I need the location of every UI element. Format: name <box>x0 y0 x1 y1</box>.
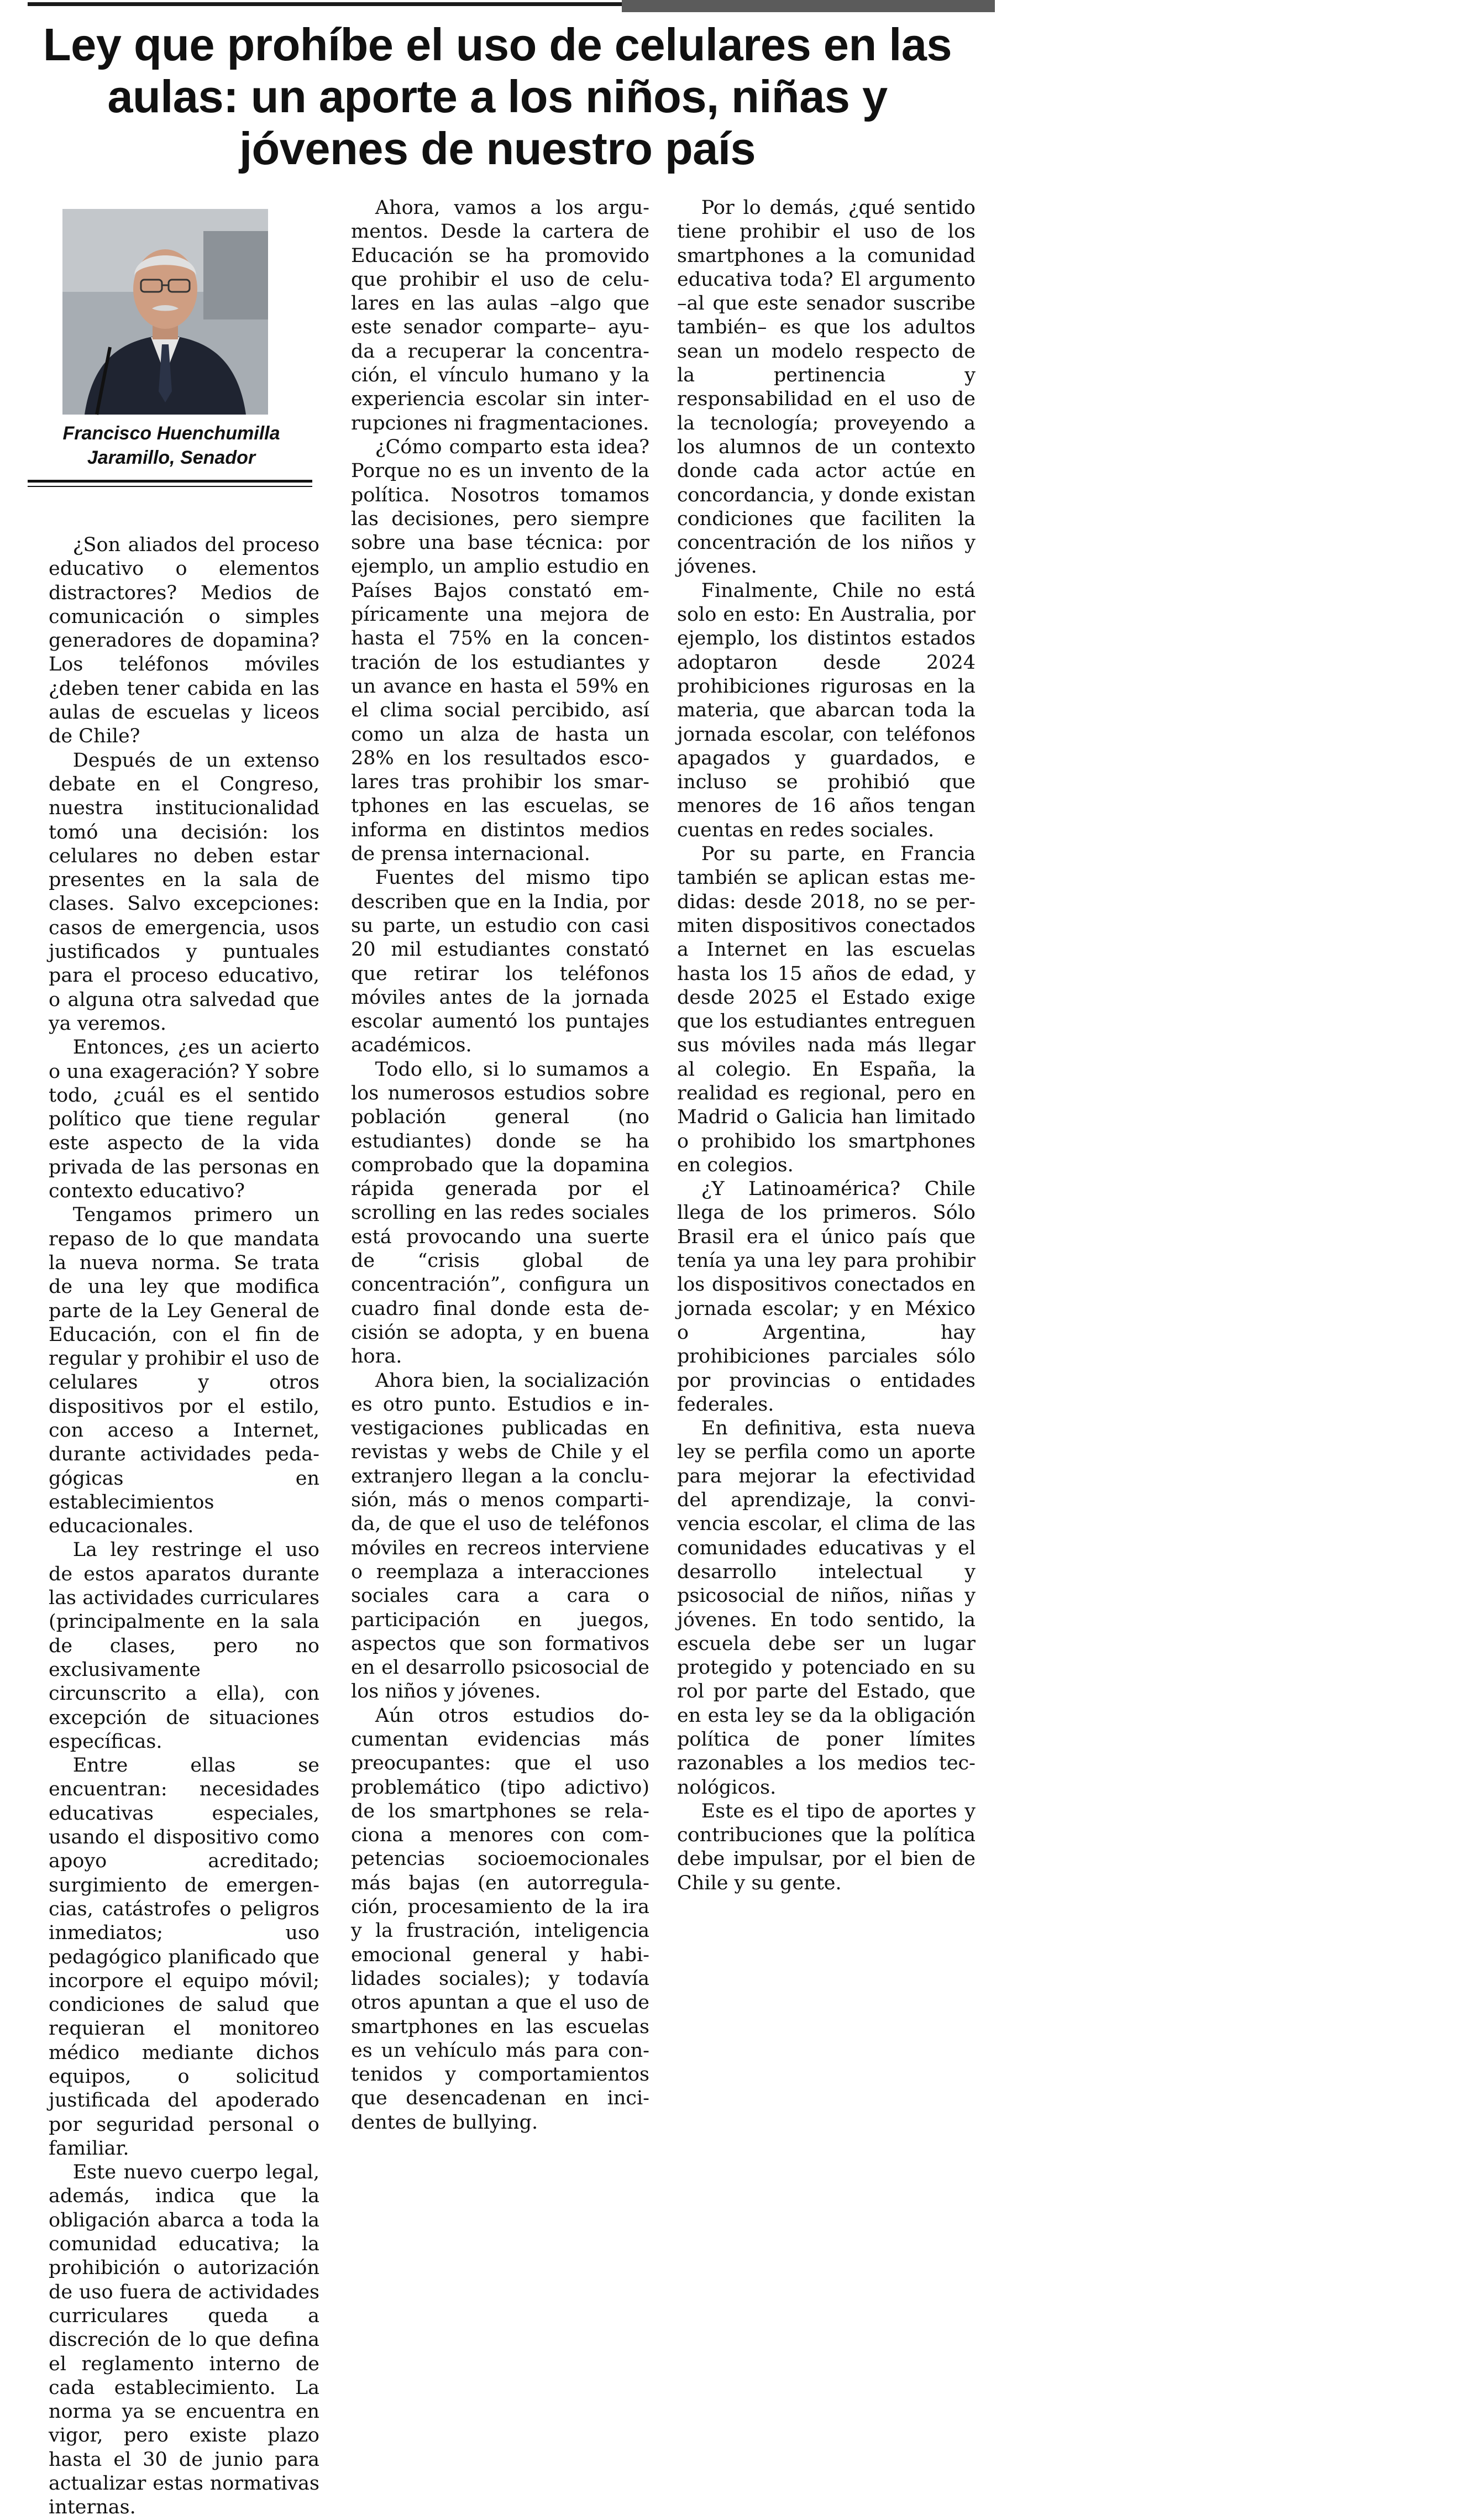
paragraph: ¿Son aliados del proceso educativo o elementos distractores? Medios de comunicación o simples generadores de dopamina? Los teléfonos móviles ¿deben tener cabida en las aulas de escuelas y liceos de Chile? <box>49 534 319 748</box>
paragraph: Ahora bien, la socialización es otro punto. Estudios e investigaciones publicadas en revistas y webs de Chile y el extranjero llegan a la conclusión, más o menos compartida, de que el uso de teléfonos móviles en recreos interviene o reemplaza a interacciones sociales cara a cara o participación en juegos, aspectos que son formativos en el desarrollo psicosocial de los niños y jóvenes. <box>351 1369 649 1703</box>
paragraph: ¿Y Latinoamérica? Chile llega de los primeros. Sólo Brasil era el único país que tenía ya una ley para prohibir los dispositivos conectados en jornada escolar; y en México o Argentina, hay prohibiciones parciales sólo por provincias o entidades federales. <box>677 1178 976 1416</box>
author-caption: Francisco Huenchumilla Jaramillo, Senador <box>62 423 280 468</box>
paragraph: Fuentes del mismo tipo describen que en la India, por su parte, un estudio con casi 20 mil estudiantes constató que retirar los teléfonos móviles antes de la jornada escolar aumentó los puntajes académicos. <box>351 867 649 1057</box>
paragraph: La ley restringe el uso de estos aparatos durante las actividades curriculares (principalmente en la sala de clases, pero no exclusivamente circunscrito a ella), con excepción de situaciones específicas. <box>49 1539 319 1753</box>
paragraph: Por lo demás, ¿qué sentido tiene prohibir el uso de los smartphones a la comunidad educativa toda? El argumento –al que este senador suscribe también– es que los adultos sean un modelo respecto de la pertinencia y responsabilidad en el uso de la tecnología; proveyendo a los alumnos de un contexto donde cada actor actúe en concordancia, y donde existan condiciones que faciliten la concentración de los niños y jóvenes. <box>677 197 976 578</box>
paragraph: En definitiva, esta nueva ley se perfila como un aporte para mejorar la efectividad del aprendizaje, la convivencia escolar, el clima de las comunidades educativas y el desarrollo intelectual y psicosocial de niños, niñas y jóvenes. En todo sentido, la escuela debe ser un lugar protegido y potenciado en su rol por parte del Estado, que en esta ley se da la obligación política de poner límites razonables a los medios tecnológicos. <box>677 1417 976 1799</box>
column-1 <box>49 533 319 2520</box>
paragraph: Por su parte, en Francia también se aplican estas medidas: desde 2018, no se permiten dispositivos conectados a Internet en las escuelas hasta los 15 años de edad, y desde 2025 el Estado exige que los estudiantes entreguen sus móviles nada más llegar al colegio. En España, la realidad es regional, pero en Madrid o Galicia han limitado o prohibido los smartphones en colegios. <box>677 843 976 1176</box>
emblem-icon: ✿ <box>1443 0 1452 12</box>
paragraph: Este nuevo cuerpo legal, además, indica que la obligación abarca a toda la comunidad educativa; la prohibición o autorización de uso fuera de actividades curriculares queda a discreción de lo que defina el reglamento interno de cada establecimiento. La norma ya se encuentra en vigor, pero existe plazo hasta el 30 de junio para actualizar estas normativas internas. <box>49 2161 319 2519</box>
paragraph: ¿Cómo comparto esta idea? Porque no es un invento de la política. Nosotros tomamos las decisiones, pero siempre sobre una base técnica: por ejemplo, un amplio estudio en Países Bajos constató empíricamente una mejora de hasta el 75% en la concentración de los estudiantes y un avance en hasta el 59% en el clima social percibido, así como un alza de hasta un 28% en los resultados escolares tras prohibir los smartphones en las escuelas, se informa en distintos medios de prensa internacional. <box>351 436 649 866</box>
paragraph: Entonces, ¿es un acierto o una exageración? Y sobre todo, ¿cuál es el sentido político que tiene regular este aspecto de la vida privada de las personas en contexto educativo? <box>49 1036 319 1203</box>
author-portrait <box>62 209 268 415</box>
column-3 <box>677 196 976 1895</box>
caption-rule-thick <box>28 480 312 483</box>
paragraph: Ahora, vamos a los argumentos. Desde la cartera de Educación se ha promovido que prohibir el uso de celulares en las aulas –algo que este senador comparte– ayuda a recuperar la concentración, el vínculo humano y la experiencia escolar sin interrupciones ni fragmentaciones. <box>351 197 649 434</box>
paragraph: Aún otros estudios documentan evidencias más preocupantes: que el uso problemático (tipo adictivo) de los smartphones se relaciona a menores con competencias socioemocionales más bajas (en autorregulación, procesamiento de la ira y la frustración, inteligencia emocional general y habilidades sociales); y todavía otros apuntan a que el uso de smartphones en las escuelas es un vehículo más para contenidos y comportamientos que desencadenan en incidentes de bullying. <box>351 1704 649 2134</box>
paragraph: Entre ellas se encuentran: necesidades educativas especiales, usando el dispositivo como apoyo acreditado; surgimiento de emergencias, catástrofes o peligros inmediatos; uso pedagógico planificado que incorpore el equipo móvil; condiciones de salud que requieran el monitoreo médico mediante dichos equipos, o solicitud justificada del apoderado por seguridad personal o familiar. <box>49 1754 319 2160</box>
column-2 <box>351 196 649 2135</box>
caption-rule-thin <box>28 486 312 487</box>
paragraph: Este es el tipo de aportes y contribuciones que la política debe impulsar, por el bien de Chile y su gente. <box>677 1800 976 1894</box>
header-bar <box>622 0 1452 12</box>
article-title: Ley que prohíbe el uso de celulares en las aulas: un aporte a los niños, niñas y jóvenes de nuestro país <box>43 19 952 174</box>
paragraph: Todo ello, si lo sumamos a los numerosos estudios sobre población general (no estudiantes) donde se ha comprobado que la dopamina rápida generada por el scrolling en las redes sociales está provocando una suerte de “crisis global de concentración”, configura un cuadro final donde esta decisión se adopta, y en buena hora. <box>351 1058 649 1368</box>
top-rule <box>28 2 622 6</box>
paragraph: Finalmente, Chile no está solo en esto: En Australia, por ejemplo, los distintos estados adoptaron desde 2024 prohibiciones rigurosas en la materia, que abarcan toda la jornada escolar, con teléfonos apagados y guardados, e incluso se prohibió que menores de 16 años tengan cuentas en redes sociales. <box>677 579 976 841</box>
paragraph: Tengamos primero un repaso de lo que mandata la nueva norma. Se trata de una ley que modifica parte de la Ley General de Educación, con el fin de regular y prohibir el uso de celulares y otros dispositivos por el estilo, con acceso a Internet, durante actividades pedagógicas en establecimientos educacionales. <box>49 1204 319 1538</box>
paragraph: Después de un extenso debate en el Congreso, nuestra institucionalidad tomó una decisión: los celulares no deben estar presentes en la sala de clases. Salvo excepciones: casos de emergencia, usos justificados y puntuales para el proceso educativo, o alguna otra salvedad que ya veremos. <box>49 749 319 1035</box>
